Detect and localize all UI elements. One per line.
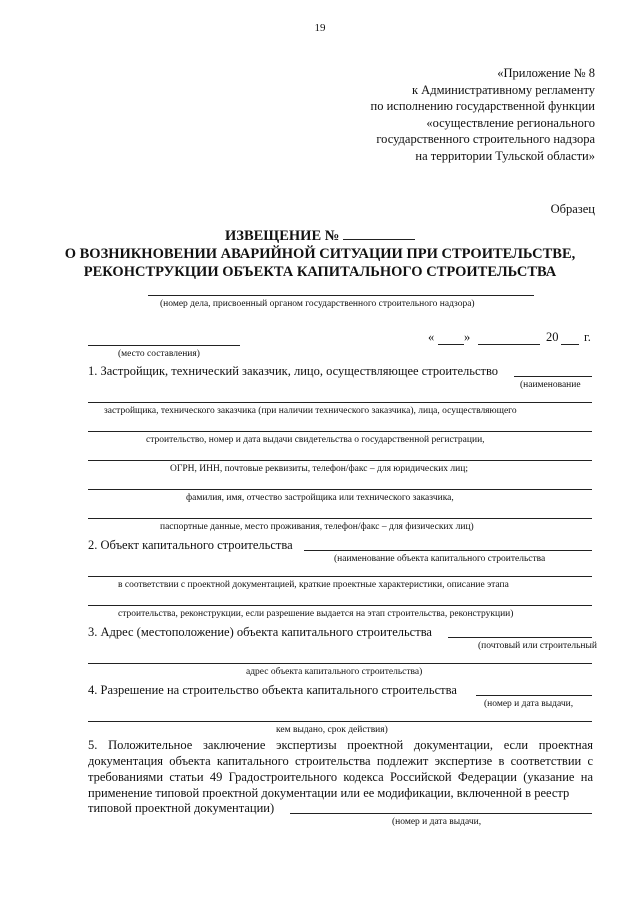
- item3-hint: (почтовый или строительный: [478, 641, 597, 651]
- item5-field[interactable]: [290, 813, 592, 814]
- item1-hint: фамилия, имя, отчество застройщика или технического заказчика,: [186, 493, 454, 503]
- item3-label: 3. Адрес (местоположение) объекта капитального строительства: [88, 625, 432, 639]
- item1-hint: застройщика, технического заказчика (при наличии технического заказчика), лица, осуществляющего: [104, 406, 517, 416]
- item4-field[interactable]: [88, 721, 592, 722]
- appendix-line: «осуществление регионального: [426, 115, 595, 130]
- item1-field[interactable]: [88, 460, 592, 461]
- item3-hint: адрес объекта капитального строительства): [246, 667, 423, 677]
- item1-hint: (наименование: [520, 380, 581, 390]
- appendix-line: на территории Тульской области»: [415, 148, 595, 163]
- notice-title: [0, 228, 640, 245]
- sample-label: Образец: [550, 202, 595, 216]
- notice-number-field[interactable]: [343, 239, 415, 240]
- item3-field[interactable]: [88, 663, 592, 664]
- item1-hint: паспортные данные, место проживания, телефон/факс – для физических лиц): [160, 522, 474, 532]
- place-hint: (место составления): [118, 349, 200, 359]
- appendix-line: к Административному регламенту: [411, 82, 595, 97]
- page-number: 19: [314, 22, 326, 34]
- item4-hint: (номер и дата выдачи,: [484, 699, 574, 709]
- item1-field[interactable]: [88, 518, 592, 519]
- item1-hint: ОГРН, ИНН, почтовые реквизиты, телефон/факс – для юридических лиц;: [170, 464, 468, 474]
- item4-field[interactable]: [476, 695, 592, 696]
- item1-field[interactable]: [88, 402, 592, 403]
- item5-text: 5. Положительное заключение экспертизы проектной документации, если проектная документация объекта капитального строительства подлежит экспертизе в соответствии с требованиями статьи 49 Градостроительного кодекса Российской Федерации (указание на применение типовой проектной документации или ее модификации, включенной в реестр: [88, 738, 593, 800]
- item2-field[interactable]: [304, 550, 592, 551]
- appendix-line: государственного строительного надзора: [376, 132, 595, 146]
- date-year-suffix: г.: [584, 330, 591, 344]
- item2-field[interactable]: [88, 576, 592, 577]
- notice-subtitle-line2: РЕКОНСТРУКЦИИ ОБЪЕКТА КАПИТАЛЬНОГО СТРОИТЕЛЬСТВА: [83, 264, 557, 280]
- item2-hint: (наименование объекта капитального строительства: [334, 554, 546, 564]
- item1-label: 1. Застройщик, технический заказчик, лицо, осуществляющее строительство: [88, 364, 499, 378]
- item1-hint: строительство, номер и дата выдачи свидетельства о государственной регистрации,: [146, 435, 485, 445]
- date-year-field[interactable]: [561, 344, 579, 345]
- item2-hint: строительства, реконструкции, если разрешение выдается на этап строительства, реконструкции): [118, 609, 514, 619]
- item2-hint: в соответствии с проектной документацией, краткие проектные характеристики, описание этапа: [118, 580, 509, 590]
- date-month-field[interactable]: [478, 344, 540, 345]
- item4-label: 4. Разрешение на строительство объекта капитального строительства: [88, 683, 457, 697]
- date-day-field[interactable]: [438, 344, 464, 345]
- item2-field[interactable]: [88, 605, 592, 606]
- date-day-open: «: [428, 330, 435, 344]
- item1-field[interactable]: [514, 376, 592, 377]
- item4-hint: кем выдано, срок действия): [276, 725, 388, 735]
- date-day-close: »: [464, 330, 471, 344]
- case-number-field[interactable]: [148, 295, 534, 296]
- place-field[interactable]: [88, 345, 240, 346]
- item1-field[interactable]: [88, 431, 592, 432]
- item1-field[interactable]: [88, 489, 592, 490]
- item5-last-line: типовой проектной документации): [88, 801, 275, 815]
- appendix-note: [265, 65, 595, 164]
- item5-hint: (номер и дата выдачи,: [392, 817, 482, 827]
- item2-label: 2. Объект капитального строительства: [88, 538, 293, 552]
- appendix-line: по исполнению государственной функции: [370, 99, 595, 113]
- notice-subtitle-line1: О ВОЗНИКНОВЕНИИ АВАРИЙНОЙ СИТУАЦИИ ПРИ СТРОИТЕЛЬСТВЕ,: [64, 246, 576, 262]
- appendix-line: «Приложение № 8: [497, 66, 595, 80]
- date-year-prefix: 20: [546, 330, 559, 344]
- case-number-hint: (номер дела, присвоенный органом государственного строительного надзора): [160, 299, 475, 309]
- notice-title-number: ИЗВЕЩЕНИЕ №: [225, 228, 340, 244]
- item3-field[interactable]: [448, 637, 592, 638]
